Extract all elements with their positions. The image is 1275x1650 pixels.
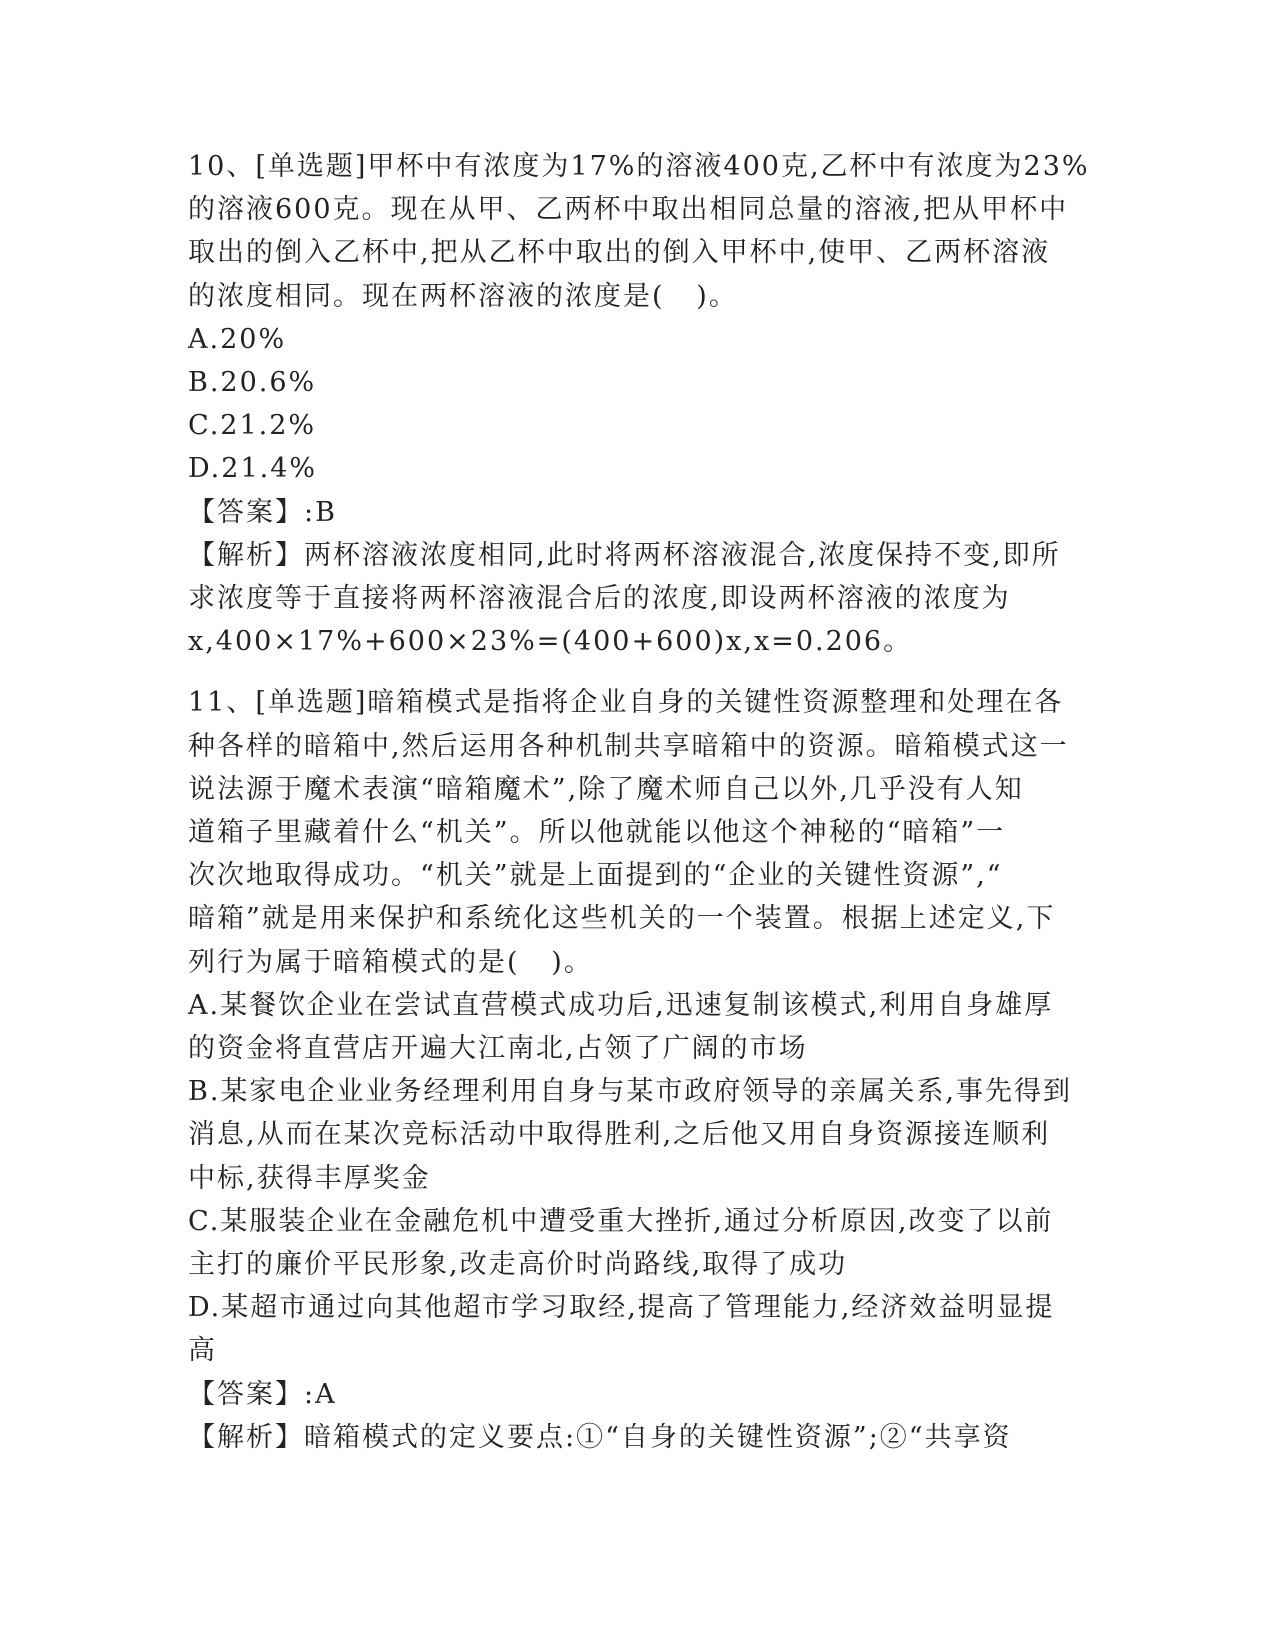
- option-b: [188, 361, 1088, 404]
- option-c: [188, 404, 1088, 447]
- analysis-line: 求浓度等于直接将两杯溶液混合后的浓度,即设两杯溶液的浓度为: [188, 583, 1011, 615]
- question-stem: [188, 145, 1088, 318]
- option-line: D.21.4%: [188, 453, 318, 485]
- stem-line: 的溶液600克。现在从甲、乙两杯中取出相同总量的溶液,把从甲杯中: [188, 194, 1069, 226]
- option-list: [188, 318, 1088, 491]
- option-line: C.某服装企业在金融危机中遭受重大挫折,通过分析原因,改变了以前: [188, 1205, 1054, 1237]
- option-line: C.21.2%: [188, 410, 317, 442]
- analysis: [188, 1416, 1088, 1459]
- stem-line: 种各样的暗箱中,然后运用各种机制共享暗箱中的资源。暗箱模式这一: [188, 730, 1069, 762]
- option-d: [188, 1286, 1088, 1372]
- question-11: [188, 681, 1088, 1459]
- document-page: [188, 145, 1088, 1459]
- answer-line: 【答案】:A: [188, 1378, 337, 1410]
- stem-line: 次次地取得成功。“机关”就是上面提到的“企业的关键性资源”,“: [188, 860, 1003, 892]
- option-line: 的资金将直营店开遍大江南北,占领了广阔的市场: [188, 1033, 808, 1065]
- option-line: 中标,获得丰厚奖金: [188, 1162, 431, 1194]
- option-list: [188, 984, 1088, 1373]
- stem-line: 的浓度相同。现在两杯溶液的浓度是( )。: [188, 280, 738, 312]
- option-a: [188, 318, 1088, 361]
- stem-line: 道箱子里藏着什么“机关”。所以他就能以他这个神秘的“暗箱”一: [188, 817, 1006, 849]
- stem-line: 11、[单选题]暗箱模式是指将企业自身的关键性资源整理和处理在各: [188, 687, 1064, 719]
- stem-line: 暗箱”就是用来保护和系统化这些机关的一个装置。根据上述定义,下: [188, 903, 1056, 935]
- option-line: B.某家电企业业务经理利用自身与某市政府领导的亲属关系,事先得到: [188, 1076, 1073, 1108]
- option-line: D.某超市通过向其他超市学习取经,提高了管理能力,经济效益明显提: [188, 1292, 1055, 1324]
- question-stem: [188, 681, 1088, 983]
- analysis-line: 【解析】暗箱模式的定义要点:①“自身的关键性资源”;②“共享资: [188, 1421, 1012, 1453]
- analysis-line: x,400×17%+600×23%=(400+600)x,x=0.206。: [188, 626, 913, 658]
- option-line: A.某餐饮企业在尝试直营模式成功后,迅速复制该模式,利用自身雄厚: [188, 989, 1054, 1021]
- option-line: 消息,从而在某次竞标活动中取得胜利,之后他又用自身资源接连顺利: [188, 1119, 1051, 1151]
- stem-line: 列行为属于暗箱模式的是( )。: [188, 946, 593, 978]
- option-c: [188, 1200, 1088, 1286]
- option-b: [188, 1070, 1088, 1200]
- option-a: [188, 984, 1088, 1070]
- option-line: 高: [188, 1335, 217, 1367]
- analysis-line: 【解析】两杯溶液浓度相同,此时将两杯溶液混合,浓度保持不变,即所: [188, 539, 1061, 571]
- option-line: 主打的廉价平民形象,改走高价时尚路线,取得了成功: [188, 1249, 848, 1281]
- answer-line: 【答案】:B: [188, 496, 337, 528]
- stem-line: 取出的倒入乙杯中,把从乙杯中取出的倒入甲杯中,使甲、乙两杯溶液: [188, 237, 1051, 269]
- stem-line: 10、[单选题]甲杯中有浓度为17%的溶液400克,乙杯中有浓度为23%: [188, 151, 1090, 182]
- question-10: [188, 145, 1088, 663]
- stem-line: 说法源于魔术表演“暗箱魔术”,除了魔术师自己以外,几乎没有人知: [188, 773, 1024, 805]
- analysis: [188, 534, 1088, 664]
- option-line: A.20%: [188, 323, 287, 355]
- option-d: [188, 447, 1088, 490]
- option-line: B.20.6%: [188, 367, 317, 399]
